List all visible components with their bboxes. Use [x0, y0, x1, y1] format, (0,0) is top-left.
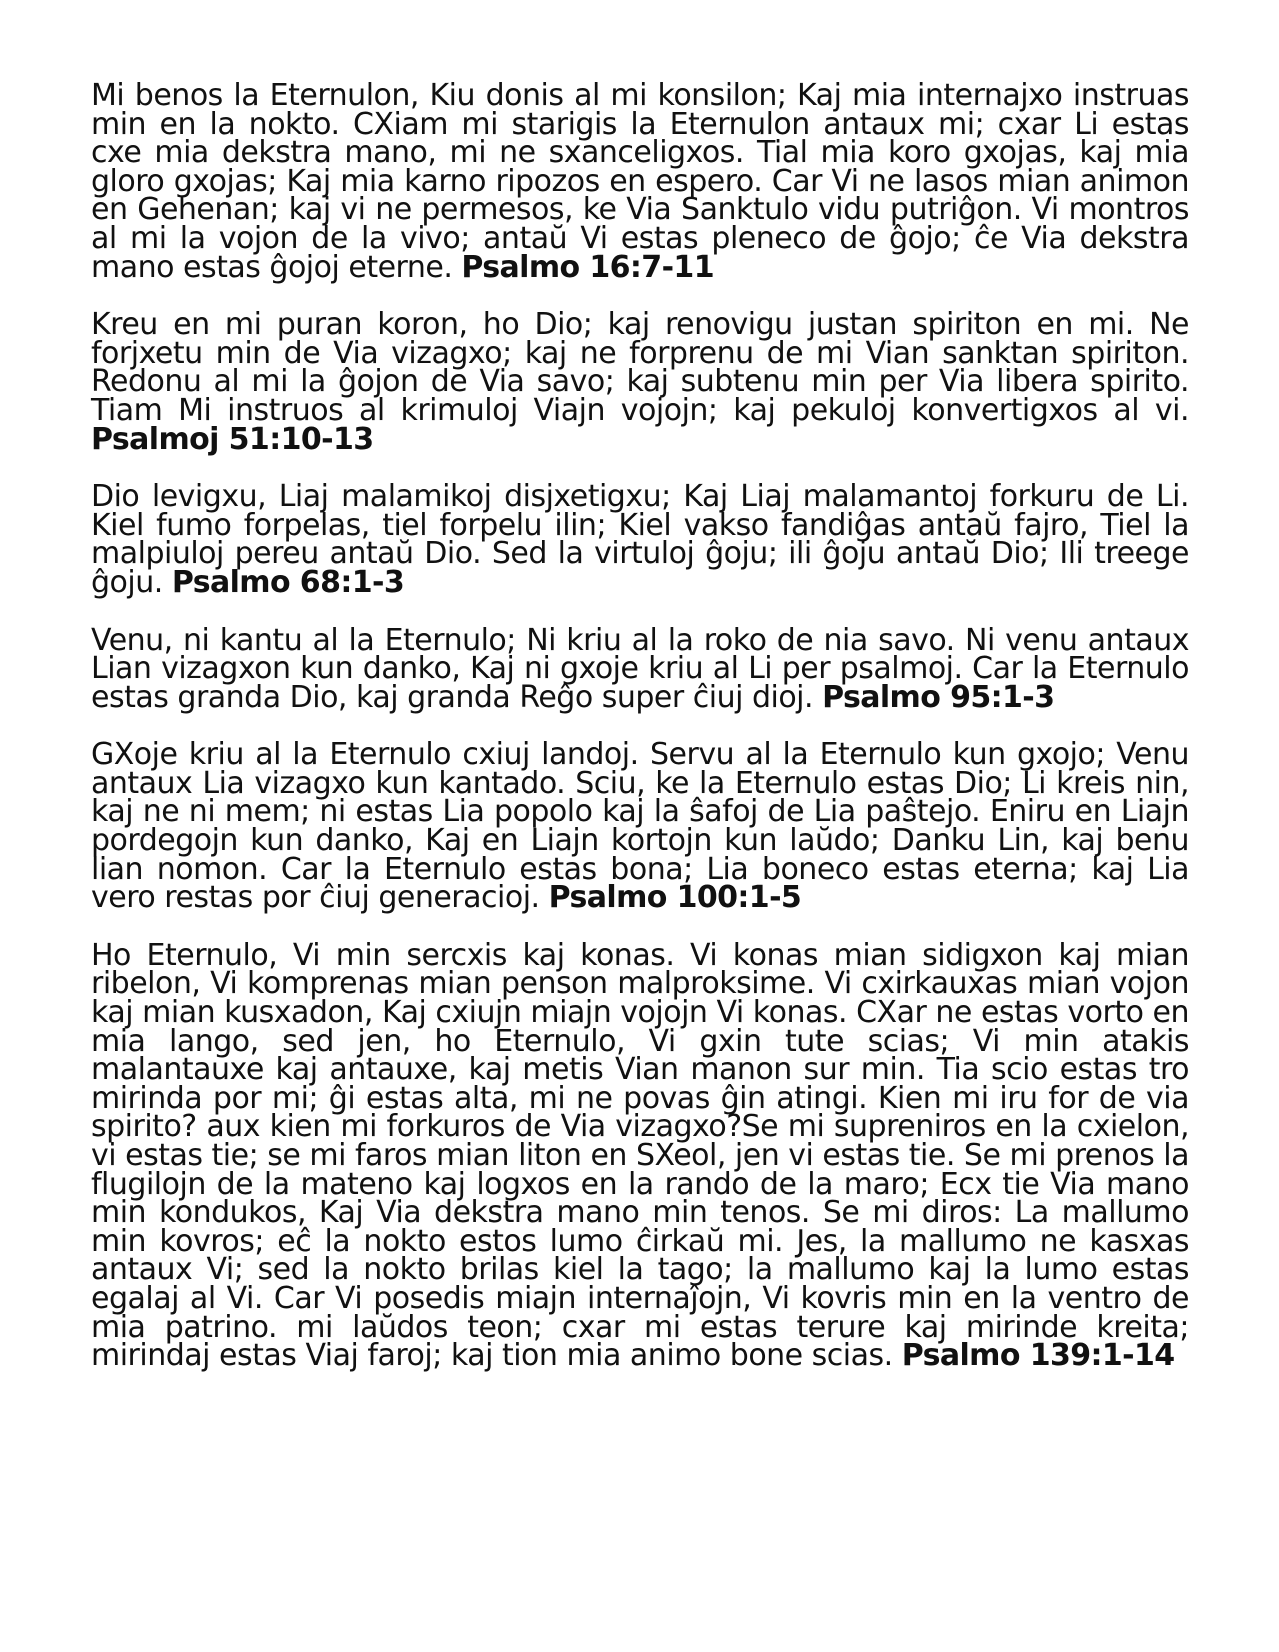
passage-psalm-16 [91, 78, 1189, 285]
passage-text: Ho Eternulo, Vi min sercxis kaj konas. Vi konas mian sidigxon kaj mian ribelon, Vi komprenas mian penson malproksime. Vi cxirkauxas mian vojon kaj mian kusxadon, Kaj cxiujn miajn vojojn Vi konas. CXar ne estas vorto en mia lango, sed jen, ho Eternulo, Vi gxin tute scias; Vi min atakis malantauxe kaj antauxe, kaj metis Vian manon sur min. Tia scio estas tro mirinda por mi; ĝi estas alta, mi ne povas ĝin atingi. Kien mi iru for de via spirito? aux kien mi forkuros de Via vizagxo?Se mi supreniros en la cxielon, vi estas tie; se mi faros mian liton en SXeol, jen vi estas tie. Se mi prenos la flugilojn de la mateno kaj logxos en la rando de la maro; Ecx tie Via mano min kondukos, Kaj Via dekstra mano min tenos. Se mi diros: La mallumo min kovros; eĉ la nokto estos lumo ĉirkaŭ mi. Jes, la mallumo ne kasxas antaux Vi; sed la nokto brilas kiel la tago; la mallumo kaj la lumo estas egalaj al Vi. Car Vi posedis miajn internaĵojn, Vi kovris min en la ventro de mia patrino. mi laŭdos teon; cxar mi estas terure kaj mirinde kreita; mirindaj estas Viaj faroj; kaj tion mia animo bone scias. [91, 937, 1189, 1374]
passage-psalm-100 [91, 737, 1189, 916]
passage-reference: Psalmo 139:1-14 [901, 1338, 1175, 1374]
passage-text: Venu, ni kantu al la Eternulo; Ni kriu al la roko de nia savo. Ni venu antaux Lian vizagxon kun danko, Kaj ni gxoje kriu al Li per psalmoj. Car la Eternulo estas granda Dio, kaj granda Reĝo super ĉiuj dioj. [91, 622, 1189, 715]
passage-psalm-51 [91, 307, 1189, 457]
passage-text: Mi benos la Eternulon, Kiu donis al mi konsilon; Kaj mia internajxo instruas min en la nokto. CXiam mi starigis la Eternulon antaux mi; cxar Li estas cxe mia dekstra mano, mi ne sxanceligxos. Tial mia koro gxojas, kaj mia gloro gxojas; Kaj mia karno ripozos en espero. Car Vi ne lasos mian animon en Gehenan; kaj vi ne permesos, ke Via Sanktulo vidu putriĝon. Vi montros al mi la vojon de la vivo; antaŭ Vi estas pleneco de ĝojo; ĉe Via dekstra mano estas ĝojoj eterne. [91, 78, 1189, 285]
passage-reference: Psalmo 68:1-3 [171, 564, 405, 600]
passage-text: Kreu en mi puran koron, ho Dio; kaj renovigu justan spiriton en mi. Ne forjxetu min de Via vizagxo; kaj ne forprenu de mi Vian sanktan spiriton. Redonu al mi la ĝojon de Via savo; kaj subtenu min per Via libera spirito. Tiam Mi instruos al krimuloj Viajn vojojn; kaj pekuloj konvertigxos al vi. [91, 307, 1189, 428]
passage-reference: Psalmo 100:1-5 [548, 880, 802, 916]
passage-text: GXoje kriu al la Eternulo cxiuj landoj. Servu al la Eternulo kun gxojo; Venu antaux Lia vizagxo kun kantado. Sciu, ke la Eternulo estas Dio; Li kreis nin, kaj ne ni mem; ni estas Lia popolo kaj la ŝafoj de Lia paŝtejo. Eniru en Liajn pordegojn kun danko, Kaj en Liajn kortojn kun laŭdo; Danku Lin, kaj benu lian nomon. Car la Eternulo estas bona; Lia boneco estas eterna; kaj Lia vero restas por ĉiuj generacioj. [91, 737, 1189, 916]
passage-psalm-95 [91, 622, 1189, 715]
passage-text: Dio levigxu, Liaj malamikoj disjxetigxu; Kaj Liaj malamantoj forkuru de Li. Kiel fumo forpelas, tiel forpelu ilin; Kiel vakso fandiĝas antaŭ fajro, Tiel la malpiuloj pereu antaŭ Dio. Sed la virtuloj ĝoju; ili ĝoju antaŭ Dio; Ili treege ĝoju. [91, 479, 1189, 600]
scripture-page [91, 78, 1189, 1400]
passage-psalm-139 [91, 937, 1189, 1374]
passage-psalm-68 [91, 479, 1189, 600]
passage-reference: Psalmo 95:1-3 [822, 679, 1055, 715]
passage-reference: Psalmo 16:7-11 [461, 249, 714, 285]
passage-reference: Psalmoj 51:10-13 [91, 421, 374, 457]
